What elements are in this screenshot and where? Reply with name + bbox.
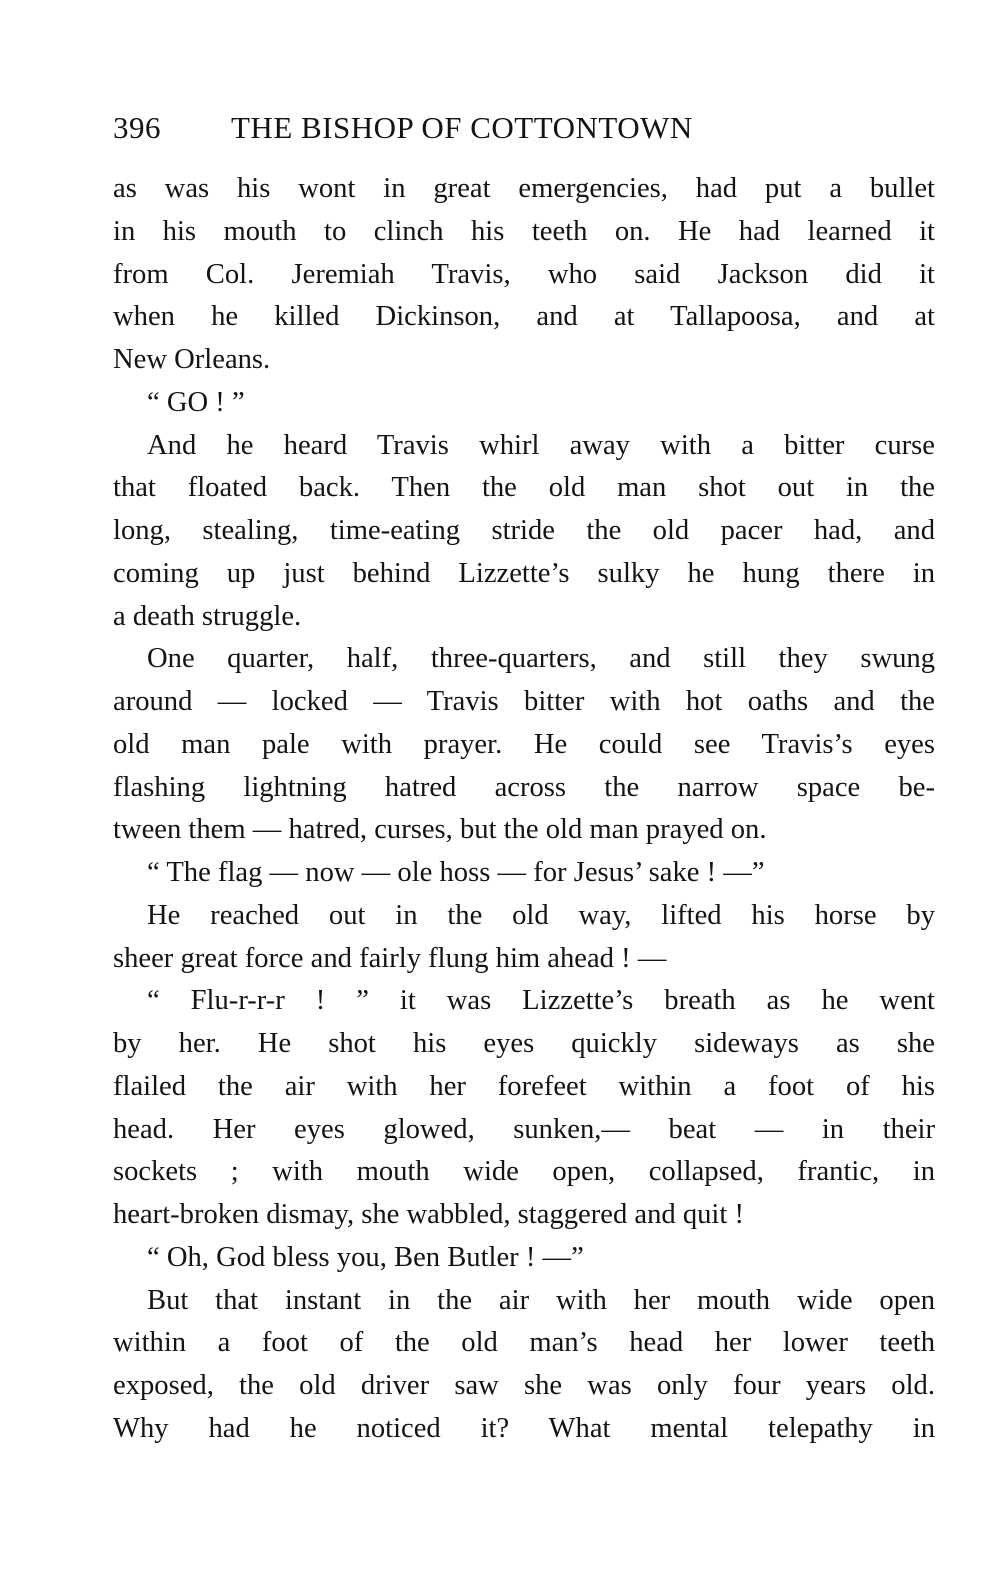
running-title: THE BISHOP OF COTTONTOWN [231, 110, 693, 145]
text-line: But that instant in the air with her mouth wide open [147, 1284, 935, 1316]
book-page [113, 108, 935, 1451]
text-line: by her. He shot his eyes quickly sideways as she [113, 1028, 935, 1059]
text-line: within a foot of the old man’s head her lower teeth [113, 1327, 935, 1359]
text-line: a death struggle. [113, 600, 302, 632]
text-line: from Col. Jeremiah Travis, who said Jackson did it [113, 258, 935, 290]
text-line: flailed the air with her forefeet within a foot of his [113, 1070, 935, 1102]
text-line: coming up just behind Lizzette’s sulky he hung there in [113, 557, 935, 589]
text-line: exposed, the old driver saw she was only four years old. [113, 1370, 935, 1401]
text-line: He reached out in the old way, lifted his horse by [147, 899, 935, 931]
text-line: New Orleans. [113, 344, 271, 375]
text-line: sockets ; with mouth wide open, collapsed, frantic, in [113, 1156, 935, 1188]
text-line: head. Her eyes glowed, sunken,— beat — in their [113, 1113, 935, 1145]
text-line: “ The flag — now — ole hoss — for Jesus’ sake ! —” [147, 857, 765, 888]
text-line: One quarter, half, three-quarters, and still they swung [147, 643, 935, 675]
text-line: sheer great force and fairly flung him ahead ! — [113, 942, 667, 974]
text-line: around — locked — Travis bitter with hot oaths and the [113, 686, 935, 717]
text-line: long, stealing, time-eating stride the old pacer had, and [113, 515, 935, 546]
text-line: “ Flu-r-r-r ! ” it was Lizzette’s breath as he went [147, 985, 935, 1017]
text-line: tween them — hatred, curses, but the old man prayed on. [113, 814, 767, 846]
running-head [113, 108, 935, 168]
text-line: Why had he noticed it? What mental telepathy in [113, 1412, 935, 1444]
text-line: as was his wont in great emergencies, had put a bullet [113, 173, 935, 204]
text-line: in his mouth to clinch his teeth on. He had learned it [113, 215, 935, 247]
page-number: 396 [113, 110, 161, 145]
text-line: old man pale with prayer. He could see Travis’s eyes [113, 728, 935, 760]
text-line: when he killed Dickinson, and at Tallapoosa, and at [113, 301, 935, 333]
text-line: that floated back. Then the old man shot out in the [113, 472, 935, 504]
text-line: And he heard Travis whirl away with a bitter curse [147, 429, 935, 461]
text-line: “ Oh, God bless you, Ben Butler ! —” [147, 1241, 584, 1273]
text-line: flashing lightning hatred across the narrow space be- [113, 771, 935, 803]
body-text [113, 168, 935, 1451]
text-line: heart-broken dismay, she wabbled, staggered and quit ! [113, 1199, 744, 1230]
text-line: “ GO ! ” [147, 386, 245, 418]
